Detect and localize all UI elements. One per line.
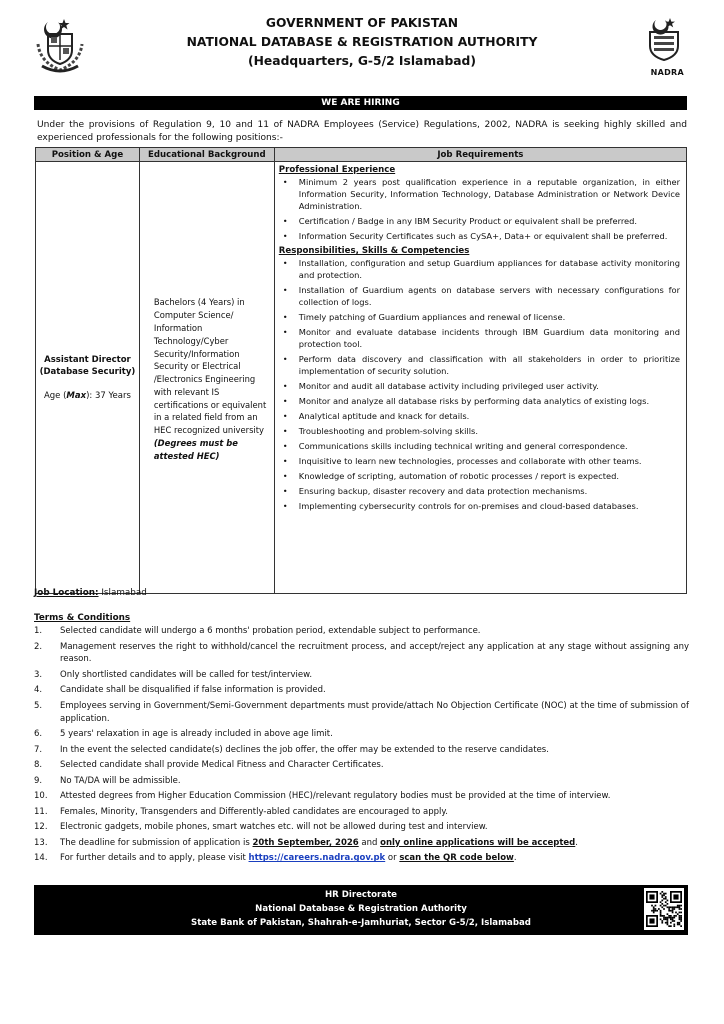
term-item — [34, 821, 689, 834]
term-item — [34, 759, 689, 772]
term-number: 5. — [34, 700, 43, 711]
letterhead — [30, 14, 694, 86]
position-age — [36, 390, 139, 402]
careers-link[interactable]: https://careers.nadra.gov.pk — [248, 853, 386, 864]
term-text: Electronic gadgets, mobile phones, smart watches etc. will not be allowed during test and interview. — [60, 822, 488, 833]
education-cell — [139, 162, 274, 594]
qr-instruction: scan the QR code below — [399, 853, 514, 864]
hiring-banner: WE ARE HIRING — [34, 96, 687, 110]
age-prefix: Age ( — [43, 390, 67, 401]
experience-heading: Professional Experience — [278, 165, 396, 175]
term-text: or — [385, 853, 400, 864]
header-position-age: Position & Age — [36, 148, 140, 162]
responsibility-item: • Installation of Guardium agents on database servers with necessary configurations for collection of logs. — [279, 284, 680, 308]
header-line-government: GOVERNMENT OF PAKISTAN — [265, 16, 459, 30]
term-number: 3. — [34, 669, 43, 680]
job-location-label: Job Location: — [34, 588, 99, 598]
responsibility-item: • Ensuring backup, disaster recovery and data protection mechanisms. — [279, 485, 680, 497]
term-text: Candidate shall be disqualified if false information is provided. — [60, 685, 326, 696]
experience-item: • Minimum 2 years post qualification experience in a reputable organization, in either Information Security, Information Technology, Database Administration or Network Device Administration. — [279, 176, 680, 212]
position-cell — [36, 162, 140, 594]
footer-directorate: HR Directorate — [324, 890, 398, 900]
job-table — [35, 147, 687, 594]
responsibility-item: • Monitor and evaluate database incidents through IBM Guardium data monitoring and protection tool. — [279, 326, 680, 350]
term-number: 11. — [34, 806, 48, 817]
nadra-logo-text: NADRA — [650, 68, 684, 77]
age-value: ): 37 Years — [86, 390, 131, 401]
term-number: 13. — [34, 837, 48, 848]
term-text: For further details and to apply, please visit — [60, 853, 249, 864]
term-text: and — [358, 837, 381, 848]
responsibility-item: • Implementing cybersecurity controls for on-premises and cloud-based databases. — [279, 500, 680, 512]
header-educational-background: Educational Background — [139, 148, 274, 162]
experience-item: • Information Security Certificates such as CySA+, Data+ or equivalent shall be preferred. — [279, 230, 680, 242]
term-text: No TA/DA will be admissible. — [60, 775, 181, 786]
responsibilities-list — [279, 257, 680, 512]
terms-list — [34, 625, 689, 868]
term-item — [34, 837, 689, 850]
responsibility-item: • Monitor and analyze all database risks by performing data analytics of existing logs. — [279, 395, 680, 407]
term-number: 14. — [34, 853, 48, 864]
education-text: Bachelors (4 Years) in Computer Science/ Information Technology/Cyber Security/Information Security or Electrical /Electronics Engineering with relevant IS certifications or equivalent in a related field from an HEC recognized university — [153, 297, 267, 436]
term-item — [34, 806, 689, 819]
table-row — [36, 162, 687, 594]
term-item — [34, 625, 689, 638]
job-location — [34, 588, 147, 598]
experience-list — [279, 176, 680, 242]
term-text: . — [575, 837, 578, 848]
term-item — [34, 669, 689, 682]
term-text: Only shortlisted candidates will be called for test/interview. — [60, 669, 313, 680]
term-number: 4. — [34, 685, 43, 696]
header-line-authority: NATIONAL DATABASE & REGISTRATION AUTHORITY — [186, 35, 538, 49]
term-number: 9. — [34, 775, 43, 786]
term-text: . — [513, 853, 517, 864]
requirements-cell — [274, 162, 686, 594]
footer-address: State Bank of Pakistan, Shahrah-e-Jamhuriat, Sector G-5/2, Islamabad — [191, 918, 531, 928]
experience-item: • Certification / Badge in any IBM Security Product or equivalent shall be preferred. — [279, 215, 680, 227]
term-number: 7. — [34, 744, 43, 755]
nadra-logo-icon — [638, 16, 690, 76]
footer-bar — [34, 885, 688, 935]
age-max-label: Max — [66, 390, 87, 401]
term-item — [34, 641, 689, 667]
qr-code-icon[interactable] — [644, 888, 684, 930]
term-item — [34, 852, 689, 865]
responsibility-item: • Knowledge of scripting, automation of robotic processes / report is expected. — [279, 470, 680, 482]
intro-paragraph: Under the provisions of Regulation 9, 10 and 11 of NADRA Employees (Service) Regulations, 2002, NADRA is seeking highly skilled and experienced professionals for the following positions:- — [37, 120, 687, 143]
term-text: In the event the selected candidate(s) declines the job offer, the offer may be extended to the reserve candidates. — [60, 744, 549, 755]
term-item — [34, 744, 689, 757]
education-note: (Degrees must be attested HEC) — [153, 438, 238, 461]
terms-heading: Terms & Conditions — [34, 613, 131, 623]
header-line-address: (Headquarters, G-5/2 Islamabad) — [248, 54, 476, 68]
term-item — [34, 728, 689, 741]
responsibility-item: • Monitor and audit all database activity including privileged user activity. — [279, 380, 680, 392]
term-number: 8. — [34, 760, 43, 771]
term-text: Selected candidate shall provide Medical Fitness and Character Certificates. — [60, 760, 384, 771]
header-job-requirements: Job Requirements — [274, 148, 686, 162]
term-text: Management reserves the right to withhold/cancel the recruitment process, and accept/reject any application at any stage without assigning any reason. — [60, 641, 689, 665]
qr-code-graphic — [646, 890, 682, 928]
term-item — [34, 684, 689, 697]
term-text: Selected candidate will undergo a 6 months' probation period, extendable subject to performance. — [60, 626, 481, 636]
position-title: Assistant Director — [44, 354, 131, 365]
term-text: Attested degrees from Higher Education Commission (HEC)/relevant regulatory bodies must be provided at the time of interview. — [60, 791, 611, 802]
responsibilities-heading: Responsibilities, Skills & Competencies — [278, 246, 470, 256]
footer-authority: National Database & Registration Authority — [255, 904, 467, 914]
term-number: 10. — [34, 791, 48, 802]
table-header-row — [36, 148, 687, 162]
online-only-notice: only online applications will be accepted — [380, 837, 576, 848]
job-location-value: Islamabad — [98, 588, 147, 598]
responsibility-item: • Communications skills including technical writing and general correspondence. — [279, 440, 680, 452]
term-number: 12. — [34, 822, 48, 833]
term-text: The deadline for submission of application is — [60, 837, 253, 848]
header-titles — [30, 14, 694, 71]
deadline-date: 20th September, 2026 — [252, 837, 359, 848]
responsibility-item: • Troubleshooting and problem-solving skills. — [279, 425, 680, 437]
responsibility-item: • Analytical aptitude and knack for details. — [279, 410, 680, 422]
responsibility-item: • Timely patching of Guardium appliances and renewal of license. — [279, 311, 680, 323]
position-subtitle: (Database Security) — [39, 366, 136, 377]
term-number: 1. — [34, 626, 43, 636]
term-number: 6. — [34, 729, 43, 740]
term-item — [34, 790, 689, 803]
responsibility-item: • Inquisitive to learn new technologies, processes and collaborate with other teams. — [279, 455, 680, 467]
term-text: 5 years' relaxation in age is already included in above age limit. — [60, 729, 333, 740]
term-text: Females, Minority, Transgenders and Differently-abled candidates are encouraged to apply. — [60, 806, 448, 817]
term-number: 2. — [34, 641, 43, 652]
term-item — [34, 700, 689, 726]
term-text: Employees serving in Government/Semi-Government departments must provide/attach No Objection Certificate (NOC) at the time of submission of application. — [60, 700, 689, 724]
responsibility-item: • Perform data discovery and classification with all stakeholders in order to prioritize implementation of security solution. — [279, 353, 680, 377]
term-item — [34, 775, 689, 788]
responsibility-item: • Installation, configuration and setup Guardium appliances for database activity monitoring and protection. — [279, 257, 680, 281]
